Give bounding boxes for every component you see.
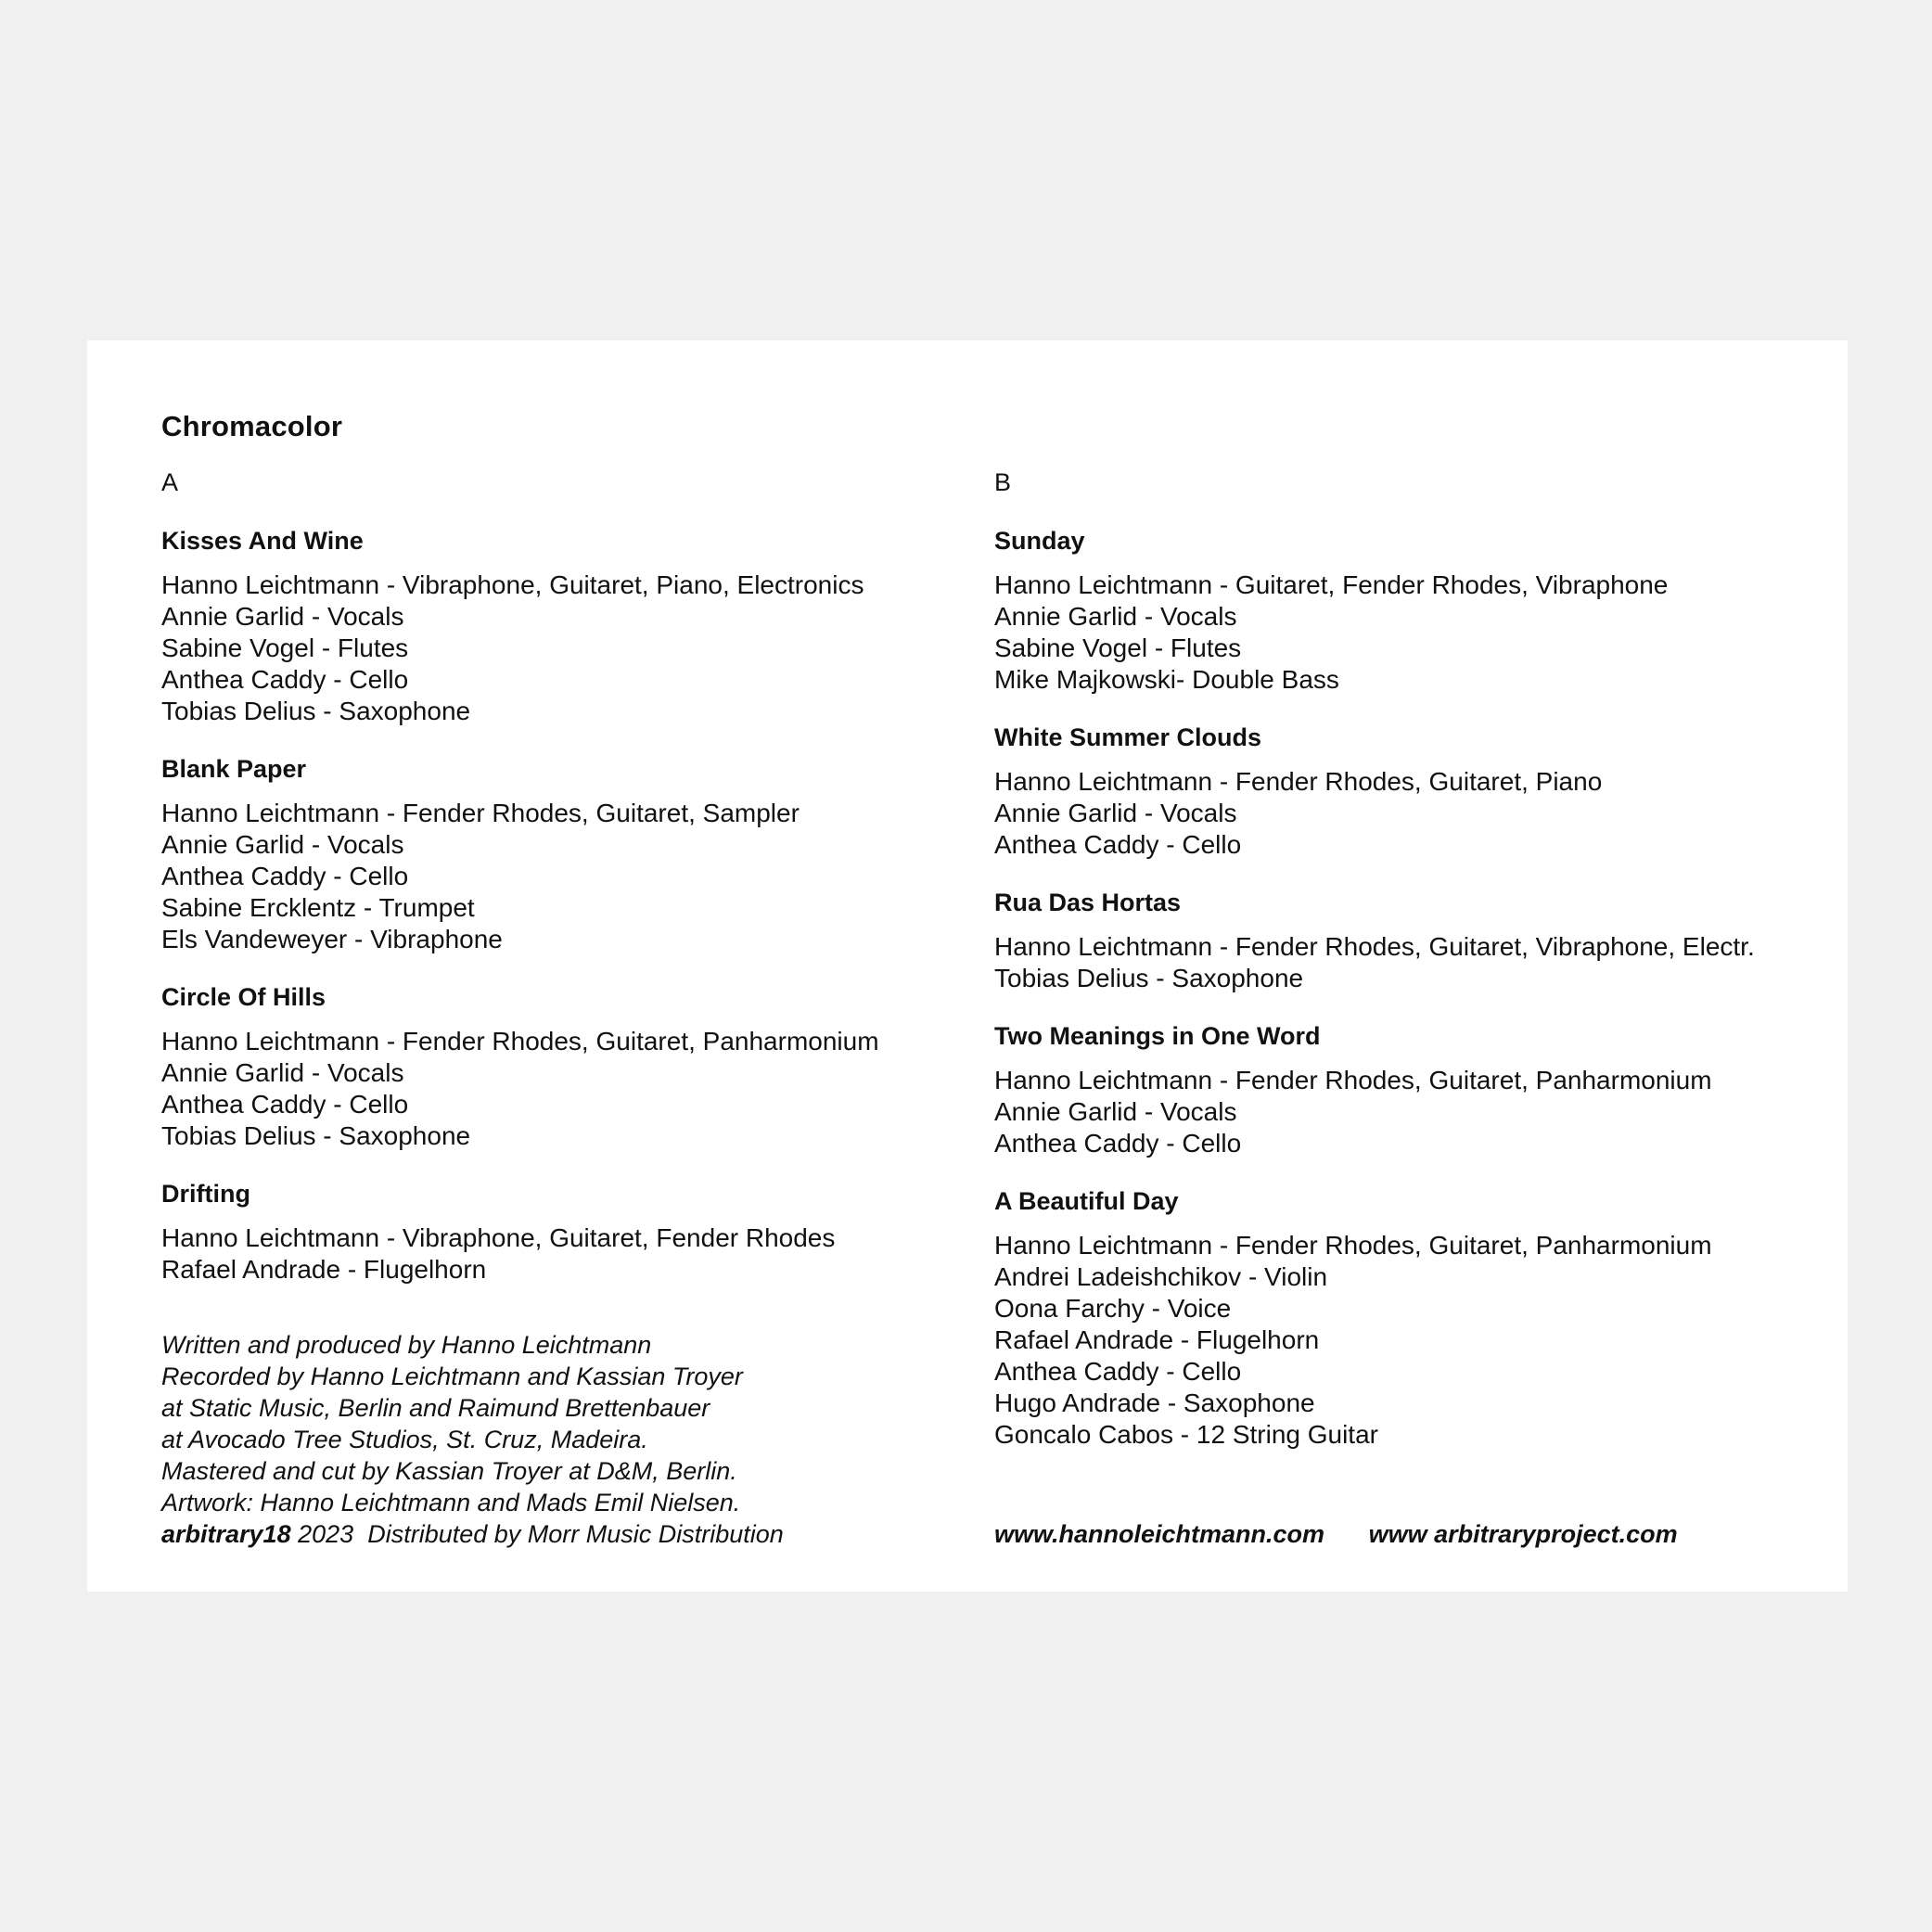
track-block [994, 886, 1829, 994]
credit-line: Hanno Leichtmann - Guitaret, Fender Rhodes, Vibraphone [994, 570, 1669, 599]
release-year: 2023 [298, 1520, 354, 1548]
credit-list [994, 1230, 1829, 1451]
credit-line: Sabine Vogel - Flutes [161, 633, 409, 662]
track-block [994, 721, 1829, 861]
distribution-text: Distributed by Morr Music Distribution [367, 1520, 784, 1548]
credit-list [161, 569, 922, 727]
track-title: Blank Paper [161, 755, 307, 783]
credit-line: Mike Majkowski- Double Bass [994, 665, 1339, 694]
credit-list [994, 931, 1829, 994]
credit-line: Sabine Vogel - Flutes [994, 633, 1242, 662]
production-note: Written and produced by Hanno Leichtmann [161, 1331, 652, 1359]
credit-line: Hanno Leichtmann - Fender Rhodes, Guitaret, Panharmonium [994, 1231, 1712, 1260]
production-notes [161, 1329, 743, 1518]
credit-line: Sabine Ercklentz - Trumpet [161, 893, 475, 922]
credit-line: Tobias Delius - Saxophone [161, 1121, 471, 1150]
label-line [161, 1518, 784, 1550]
credit-line: Anthea Caddy - Cello [994, 830, 1242, 859]
track-title: Kisses And Wine [161, 527, 364, 555]
credit-list [994, 766, 1829, 861]
production-note: Artwork: Hanno Leichtmann and Mads Emil Nielsen. [161, 1489, 741, 1516]
credit-list [994, 569, 1829, 696]
track-title: A Beautiful Day [994, 1187, 1179, 1215]
liner-notes-card [87, 340, 1848, 1592]
credit-line: Anthea Caddy - Cello [161, 862, 409, 890]
credit-line: Hanno Leichtmann - Vibraphone, Guitaret, Fender Rhodes [161, 1223, 836, 1252]
catalog-number: arbitrary18 [161, 1520, 291, 1548]
credit-line: Annie Garlid - Vocals [161, 602, 404, 631]
credit-line: Hanno Leichtmann - Vibraphone, Guitaret, Piano, Electronics [161, 570, 864, 599]
credit-line: Anthea Caddy - Cello [994, 1129, 1242, 1158]
track-title: Rua Das Hortas [994, 889, 1182, 916]
artist-website-link[interactable]: www.hannoleichtmann.com [994, 1520, 1325, 1548]
album-title: Chromacolor [161, 410, 343, 442]
credit-line: Oona Farchy - Voice [994, 1294, 1232, 1323]
production-note: Mastered and cut by Kassian Troyer at D&M, Berlin. [161, 1457, 737, 1485]
track-block [994, 524, 1829, 696]
credit-line: Rafael Andrade - Flugelhorn [994, 1325, 1320, 1354]
credit-line: Rafael Andrade - Flugelhorn [161, 1255, 487, 1284]
side-letter: A [161, 468, 179, 496]
track-title: Two Meanings in One Word [994, 1022, 1321, 1050]
track-block [994, 1184, 1829, 1451]
credit-line: Hanno Leichtmann - Fender Rhodes, Guitaret, Panharmonium [994, 1066, 1712, 1094]
credit-line: Els Vandeweyer - Vibraphone [161, 925, 503, 953]
track-title: Sunday [994, 527, 1085, 555]
track-block [161, 1177, 922, 1286]
credit-line: Andrei Ladeishchikov - Violin [994, 1262, 1328, 1291]
track-title: Drifting [161, 1180, 250, 1208]
production-note: Recorded by Hanno Leichtmann and Kassian Troyer [161, 1363, 743, 1390]
credit-line: Annie Garlid - Vocals [161, 830, 404, 859]
credit-line: Annie Garlid - Vocals [994, 602, 1237, 631]
track-list [161, 524, 922, 1286]
track-block [161, 524, 922, 727]
credit-line: Hugo Andrade - Saxophone [994, 1388, 1315, 1417]
side-a-column [161, 466, 922, 1286]
credit-list [161, 798, 922, 955]
production-note: at Static Music, Berlin and Raimund Brettenbauer [161, 1394, 710, 1422]
track-title: Circle Of Hills [161, 983, 326, 1011]
credit-line: Goncalo Cabos - 12 String Guitar [994, 1420, 1378, 1449]
credit-line: Hanno Leichtmann - Fender Rhodes, Guitaret, Piano [994, 767, 1603, 796]
credit-line: Tobias Delius - Saxophone [994, 964, 1304, 992]
credit-line: Anthea Caddy - Cello [161, 665, 409, 694]
website-links [994, 1518, 1715, 1550]
track-block [161, 980, 922, 1152]
track-block [994, 1019, 1829, 1159]
production-note: at Avocado Tree Studios, St. Cruz, Madeira. [161, 1426, 648, 1453]
side-b-column [994, 466, 1829, 1451]
side-letter: B [994, 468, 1012, 496]
credit-line: Tobias Delius - Saxophone [161, 697, 471, 725]
credit-line: Annie Garlid - Vocals [161, 1058, 404, 1087]
credit-line: Anthea Caddy - Cello [161, 1090, 409, 1119]
track-block [161, 752, 922, 955]
track-list [994, 524, 1829, 1451]
credit-line: Hanno Leichtmann - Fender Rhodes, Guitaret, Vibraphone, Electr. [994, 932, 1755, 961]
credit-line: Annie Garlid - Vocals [994, 1097, 1237, 1126]
credit-line: Hanno Leichtmann - Fender Rhodes, Guitaret, Panharmonium [161, 1027, 879, 1056]
credit-line: Hanno Leichtmann - Fender Rhodes, Guitaret, Sampler [161, 799, 800, 827]
credit-list [161, 1026, 922, 1152]
credit-list [994, 1065, 1829, 1159]
label-website-link[interactable]: www arbitraryproject.com [1368, 1520, 1678, 1548]
credit-line: Anthea Caddy - Cello [994, 1357, 1242, 1386]
track-title: White Summer Clouds [994, 723, 1262, 751]
credit-list [161, 1222, 922, 1286]
credit-line: Annie Garlid - Vocals [994, 799, 1237, 827]
